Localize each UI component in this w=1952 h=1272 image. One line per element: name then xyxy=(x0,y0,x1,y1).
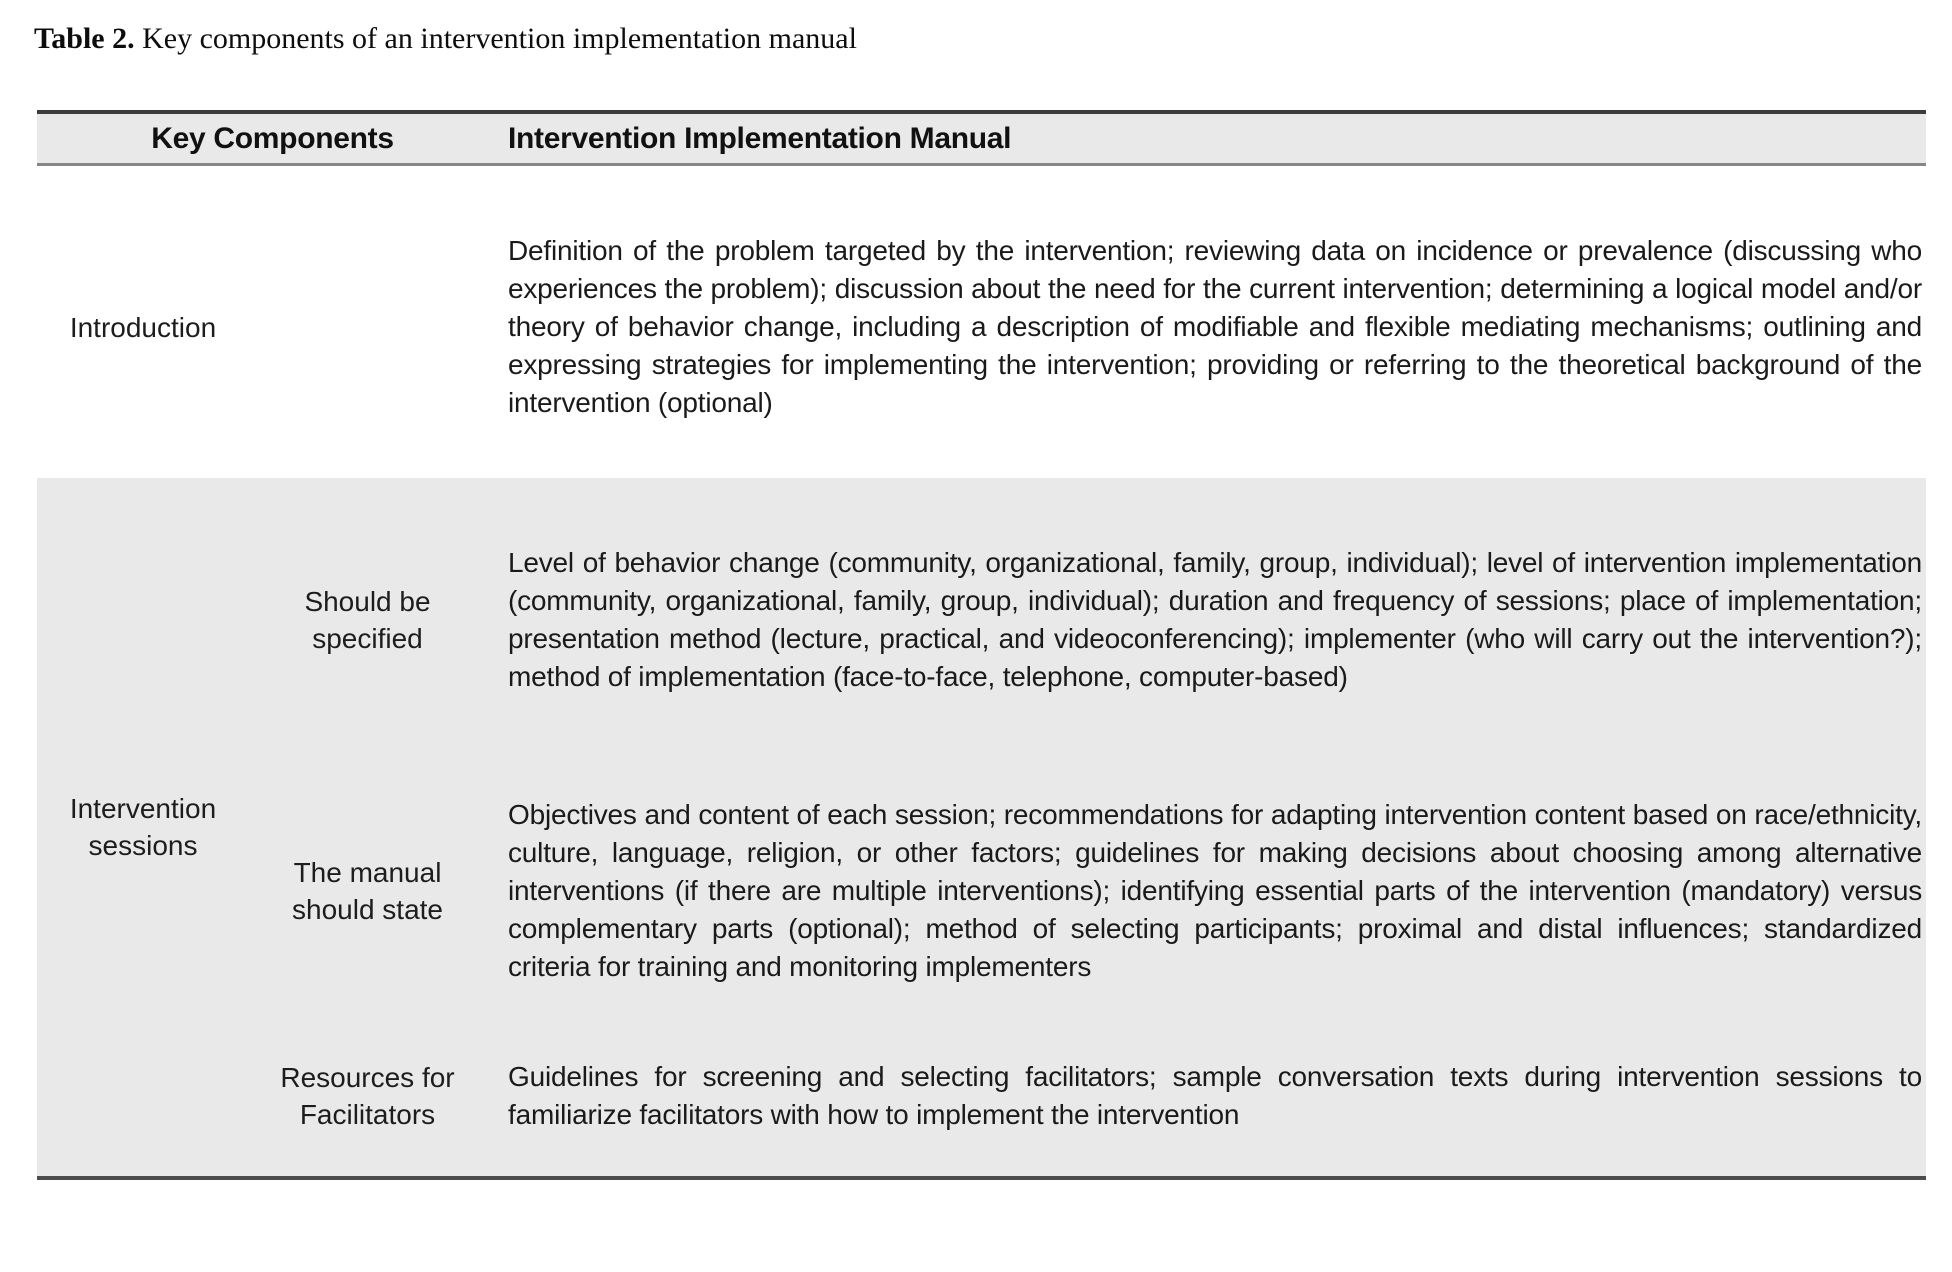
subrow-manual-should-state xyxy=(37,796,1926,986)
sublabel-should-be-specified: Should be specified xyxy=(304,586,431,654)
column-header-implementation-manual: Intervention Implementation Manual xyxy=(508,121,1012,155)
resources-for-facilitators-label-cell xyxy=(37,1059,508,1133)
column-header-key-components: Key Components xyxy=(151,121,394,155)
key-components-table xyxy=(37,110,1926,1180)
introduction-description: Definition of the problem targeted by the intervention; reviewing data on incidence or prevalence (discussing who experiences the problem); discussion about the need for the current intervention; determining a logical model and/or theory of behavior change, including a description of modifiable and flexible mediating mechanisms; outlining and expressing strategies for implementing the intervention; providing or referring to the theoretical background of the intervention (optional) xyxy=(508,235,1922,418)
manual-should-state-description: Objectives and content of each session; recommendations for adapting intervention content based on race/ethnicity, culture, language, religion, or other factors; guidelines for making decisions about choosing among alternative interventions (if there are multiple interventions); identifying essential parts of the intervention (mandatory) versus complementary parts (optional); method of selecting participants; proximal and distal influences; standardized criteria for training and monitoring implementers xyxy=(508,799,1922,982)
intervention-sessions-label-cell xyxy=(57,790,229,864)
subrow-resources-for-facilitators xyxy=(37,1058,1926,1134)
introduction-label-cell xyxy=(37,309,229,346)
manual-should-state-label-cell xyxy=(37,854,508,928)
sublabel-manual-should-state: The manual should state xyxy=(292,857,443,925)
table-caption-text: Key components of an intervention implementation manual xyxy=(134,22,857,55)
table-caption-number: Table 2. xyxy=(34,22,135,55)
table-caption xyxy=(34,22,857,56)
subrow-should-be-specified xyxy=(37,544,1926,696)
resources-for-facilitators-description: Guidelines for screening and selecting facilitators; sample conversation texts during intervention sessions to familiarize facilitators with how to implement the intervention xyxy=(508,1061,1922,1130)
row-label-introduction: Introduction xyxy=(69,311,217,343)
table-row-introduction xyxy=(37,166,1926,478)
should-be-specified-description: Level of behavior change (community, organizational, family, group, individual); level of intervention implementation (community, organizational, family, group, individual); duration and frequency of sessions; place of implementation; presentation method (lecture, practical, and videoconferencing); implementer (who will carry out the intervention?); method of implementation (face-to-face, telephone, computer-based) xyxy=(508,547,1922,692)
table-row-intervention-sessions xyxy=(37,478,1926,1176)
table-header-row xyxy=(37,114,1926,166)
sublabel-resources-for-facilitators: Resources for Facilitators xyxy=(280,1062,455,1130)
row-label-intervention-sessions: Intervention sessions xyxy=(69,793,217,861)
should-be-specified-label-cell xyxy=(37,583,508,657)
